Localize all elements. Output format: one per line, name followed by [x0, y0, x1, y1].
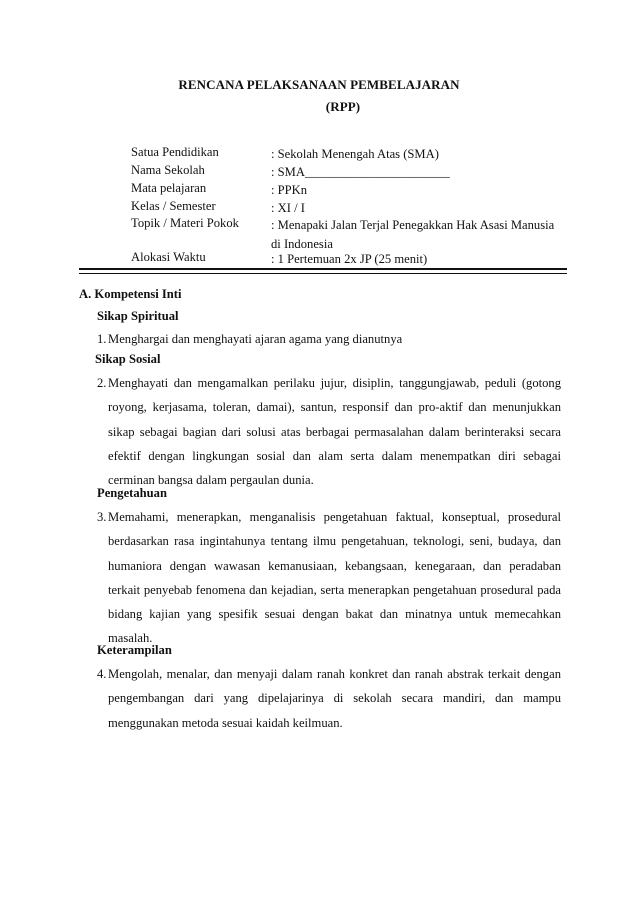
keterampilan-heading: Keterampilan [97, 643, 172, 657]
sikap-spiritual-heading: Sikap Spiritual [97, 309, 179, 323]
identity-value: : XI / I [271, 201, 305, 215]
list-item-text: Memahami, menerapkan, menganalisis pengetahuan faktual, konseptual, prosedural berdasarkan rasa ingintahunya tentang ilmu pengetahuan, teknologi, seni, budaya, dan humaniora dengan wawasan kemanusiaan, kebangsaan, kenegaraan, dan peradaban terkait penyebab fenomena dan kejadian, serta menerapkan pengetahuan prosedural pada bidang kajian yang spesifik sesuai dengan bakat dan minatnya untuk memecahkan masalah. [108, 510, 561, 646]
list-item [97, 371, 561, 492]
list-item-text: Mengolah, menalar, dan menyaji dalam ranah konkret dan ranah abstrak terkait dengan pengembangan dari yang dipelajarinya di sekolah secara mandiri, dan mampu menggunakan metoda sesuai kaidah keilmuan. [108, 667, 561, 730]
identity-label: Topik / Materi Pokok [131, 216, 239, 230]
sikap-sosial-heading: Sikap Sosial [95, 352, 161, 366]
list-item-text: Menghargai dan menghayati ajaran agama yang dianutnya [108, 332, 403, 346]
identity-label: Mata pelajaran [131, 181, 207, 195]
document-title-text: RENCANA PELAKSANAAN PEMBELAJARAN [178, 77, 460, 92]
list-item-number: 3. [97, 510, 107, 524]
identity-value: : SMA_______________________ [271, 165, 450, 179]
list-item-number: 1. [97, 332, 107, 346]
section-a-heading: A. Kompetensi Inti [79, 287, 182, 301]
identity-label: Alokasi Waktu [131, 250, 206, 264]
document-subtitle [0, 99, 638, 115]
document-title [0, 77, 638, 93]
list-item [97, 505, 561, 651]
document-subtitle-text: (RPP) [325, 99, 361, 114]
identity-label: Kelas / Semester [131, 199, 216, 213]
list-item [97, 662, 561, 735]
header-divider-thin [79, 273, 567, 274]
list-item-text: Menghayati dan mengamalkan perilaku jujur, disiplin, tanggungjawab, peduli (gotong royong, kerjasama, toleran, damai), santun, responsif dan pro-aktif dan menunjukkan sikap sebagai bagian dari solusi atas berbagai permasalahan dalam berinteraksi secara efektif dengan lingkungan sosial dan alam serta dalam menempatkan diri sebagai cerminan bangsa dalam pergaulan dunia. [108, 376, 561, 488]
identity-label: Satua Pendidikan [131, 145, 219, 159]
list-item-number: 4. [97, 667, 107, 681]
list-item-number: 2. [97, 376, 107, 390]
pengetahuan-heading: Pengetahuan [97, 486, 167, 500]
header-divider-thick [79, 268, 567, 270]
identity-value: : PPKn [271, 183, 308, 197]
identity-value: : Sekolah Menengah Atas (SMA) [271, 147, 439, 161]
identity-value: : Menapaki Jalan Terjal Penegakkan Hak Asasi Manusia di Indonesia [271, 218, 555, 251]
identity-value: : 1 Pertemuan 2x JP (25 menit) [271, 252, 428, 266]
identity-label: Nama Sekolah [131, 163, 205, 177]
list-item [97, 327, 561, 351]
